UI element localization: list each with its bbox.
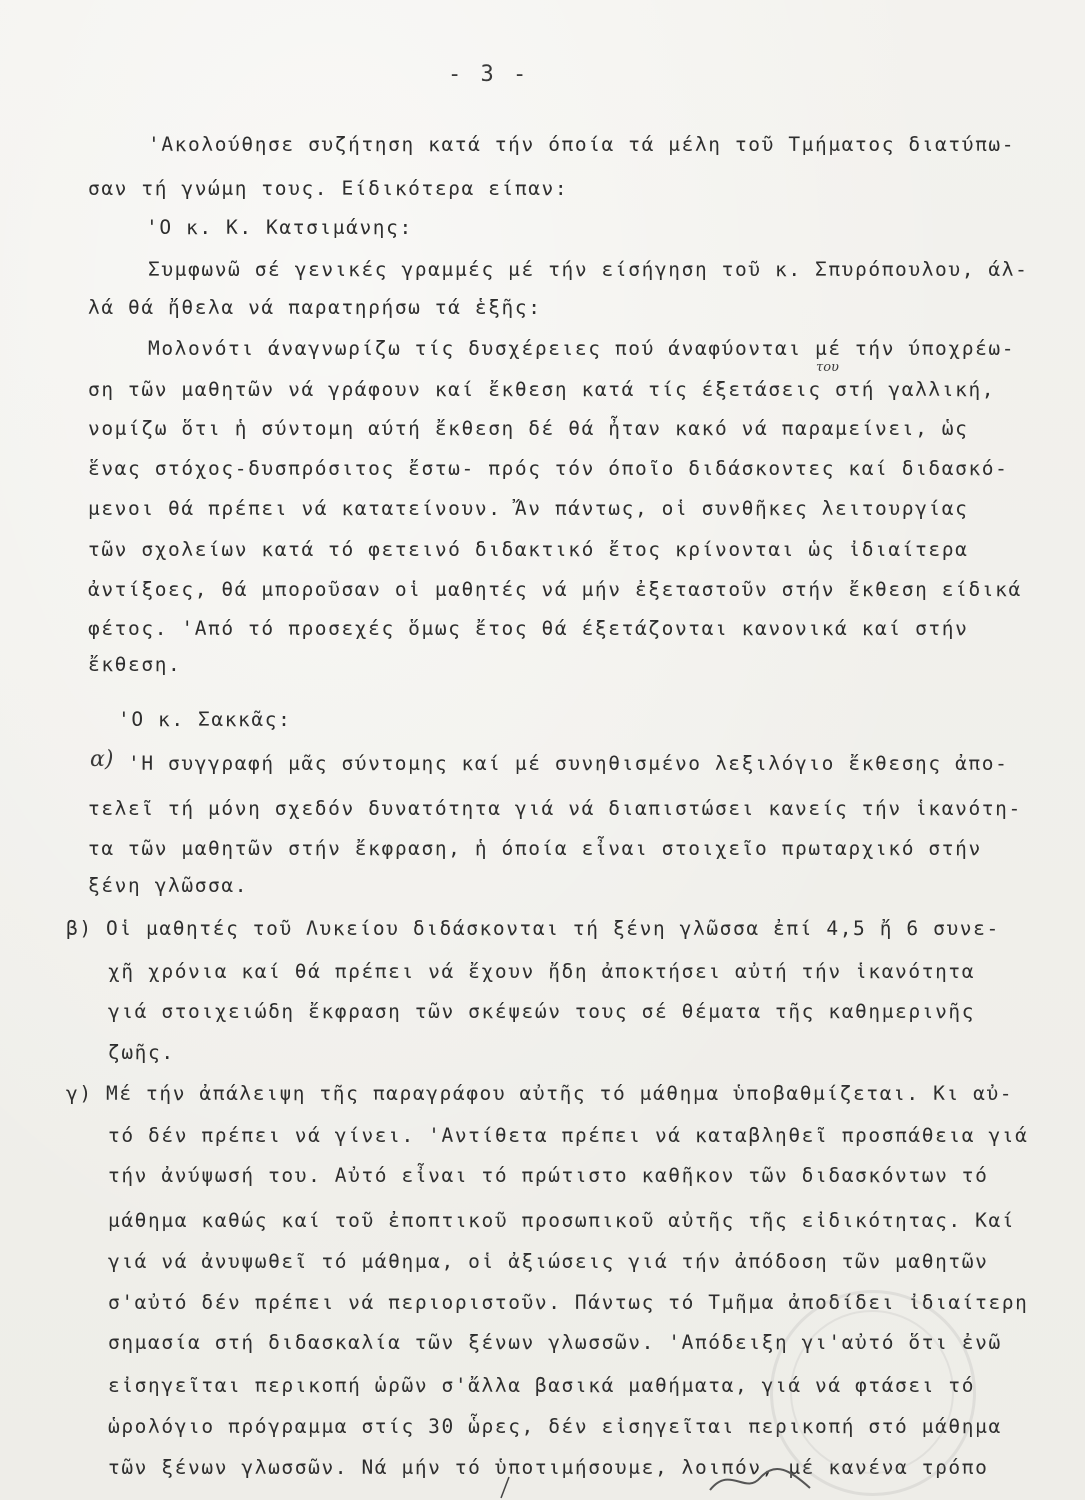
text-line: μενοι θά πρέπει νά κατατείνουν. Ἄν πάντως, οἱ συνθῆκες λειτουργίας: [88, 497, 969, 520]
text-line: ζωῆς.: [108, 1041, 175, 1064]
text-line: σημασία στή διδασκαλία τῶν ξένων γλωσσῶν. 'Απόδειξη γι'αὐτό ὅτι ἐνῶ: [108, 1331, 1002, 1354]
text-line: ὡρολόγιο πρόγραμμα στίς 30 ὧρες, δέν εἰσηγεῖται περικοπή στό μάθημα: [108, 1415, 1002, 1438]
text-line: ἀντίξοες, θά μποροῦσαν οἱ μαθητές νά μήν ἐξεταστοῦν στήν ἔκθεση είδικά: [88, 578, 1022, 601]
text-line: φέτος. 'Από τό προσεχές ὅμως ἔτος θά έξετάζονται κανονικά καί στήν: [88, 617, 969, 640]
text-line: τελεῖ τή μόνη σχεδόν δυνατότητα γιά νά διαπιστώσει κανείς τήν ἱκανότη-: [88, 797, 1022, 820]
text-line: 'Η συγγραφή μᾶς σύντομης καί μέ συνηθισμένο λεξιλόγιο ἔκθεσης ἀπο-: [128, 752, 1009, 775]
text-line: Μολονότι άναγνωρίζω τίς δυσχέρειες πού άναφύονται μέ τήν ύποχρέω-: [148, 337, 1016, 360]
text-line: ση τῶν μαθητῶν νά γράφουν καί ἔκθεση κατά τίς έξετάσεις στή γαλλική,: [88, 378, 996, 401]
text-line: 'Ακολούθησε συζήτηση κατά τήν όποία τά μέλη τοῦ Τμήματος διατύπω-: [148, 133, 1016, 156]
speaker-heading: 'Ο κ. Σακκᾶς:: [118, 708, 292, 731]
text-line: τήν ἀνύψωσή του. Αὐτό εἶναι τό πρώτιστο καθῆκον τῶν διδασκόντων τό: [108, 1164, 989, 1187]
text-line: ξένη γλῶσσα.: [88, 874, 249, 897]
text-line: σαν τή γνώμη τους. Είδικότερα είπαν:: [88, 177, 569, 200]
text-line: γιά στοιχειώδη ἔκφραση τῶν σκέψεών τους σέ θέματα τῆς καθημερινῆς: [108, 1000, 976, 1023]
text-line: εἰσηγεῖται περικοπή ὡρῶν σ'ἄλλα βασικά μαθήματα, γιά νά φτάσει τό: [108, 1374, 976, 1397]
handwritten-item-a: α): [90, 747, 114, 772]
text-line: β) Οἱ μαθητές τοῦ Λυκείου διδάσκονται τή ξένη γλῶσσα ἐπί 4,5 ἤ 6 συνε-: [66, 917, 1000, 940]
text-line: τῶν σχολείων κατά τό φετεινό διδακτικό ἔτος κρίνονται ὡς ἰδιαίτερα: [88, 538, 969, 561]
faded-stamp-inner-ring: [790, 1310, 954, 1474]
text-line: τῶν ξένων γλωσσῶν. Νά μήν τό ὑποτιμήσουμε, λοιπόν, μέ κανένα τρόπο: [108, 1456, 989, 1479]
text-line: λά θά ἤθελα νά παρατηρήσω τά ἑξῆς:: [88, 296, 542, 319]
text-line: σ'αὐτό δέν πρέπει νά περιοριστοῦν. Πάντως τό Τμῆμα ἀποδίδει ἰδιαίτερη: [108, 1291, 1029, 1314]
text-line: γ) Μέ τήν ἀπάλειψη τῆς παραγράφου αὐτῆς τό μάθημα ὑποβαθμίζεται. Κι αὐ-: [66, 1082, 1014, 1105]
handwritten-insertion: του: [816, 360, 839, 375]
text-line: τό δέν πρέπει νά γίνει. 'Αντίθετα πρέπει νά καταβληθεῖ προσπάθεια γιά: [108, 1124, 1029, 1147]
text-line: τα τῶν μαθητῶν στήν ἔκφραση, ἡ όποία εἶναι στοιχεῖο πρωταρχικό στήν: [88, 837, 982, 860]
text-line: χῆ χρόνια καί θά πρέπει νά ἔχουν ἤδη ἀποκτήσει αὐτή τήν ἱκανότητα: [108, 960, 976, 983]
text-line: νομίζω ὅτι ἡ σύντομη αύτή ἔκθεση δέ θά ἦταν κακό νά παραμείνει, ὡς: [88, 417, 969, 440]
page-number: - 3 -: [448, 62, 530, 87]
text-line: ἔκθεση.: [88, 653, 182, 676]
speaker-heading: 'Ο κ. Κ. Κατσιμάνης:: [146, 216, 413, 239]
text-line: μάθημα καθώς καί τοῦ ἐποπτικοῦ προσωπικοῦ αὐτῆς τῆς εἰδικότητας. Καί: [108, 1209, 1016, 1232]
text-line: ἕνας στόχος-δυσπρόσιτος ἔστω- πρός τόν όποῖο διδάσκοντες καί διδασκό-: [88, 457, 1009, 480]
signature-scribble: [700, 1460, 820, 1500]
pen-mark: [495, 1475, 515, 1500]
text-line: γιά νά ἀνυψωθεῖ τό μάθημα, οἱ ἀξιώσεις γιά τήν ἀπόδοση τῶν μαθητῶν: [108, 1250, 989, 1273]
text-line: Συμφωνῶ σέ γενικές γραμμές μέ τήν είσήγηση τοῦ κ. Σπυρόπουλου, άλ-: [148, 258, 1029, 281]
